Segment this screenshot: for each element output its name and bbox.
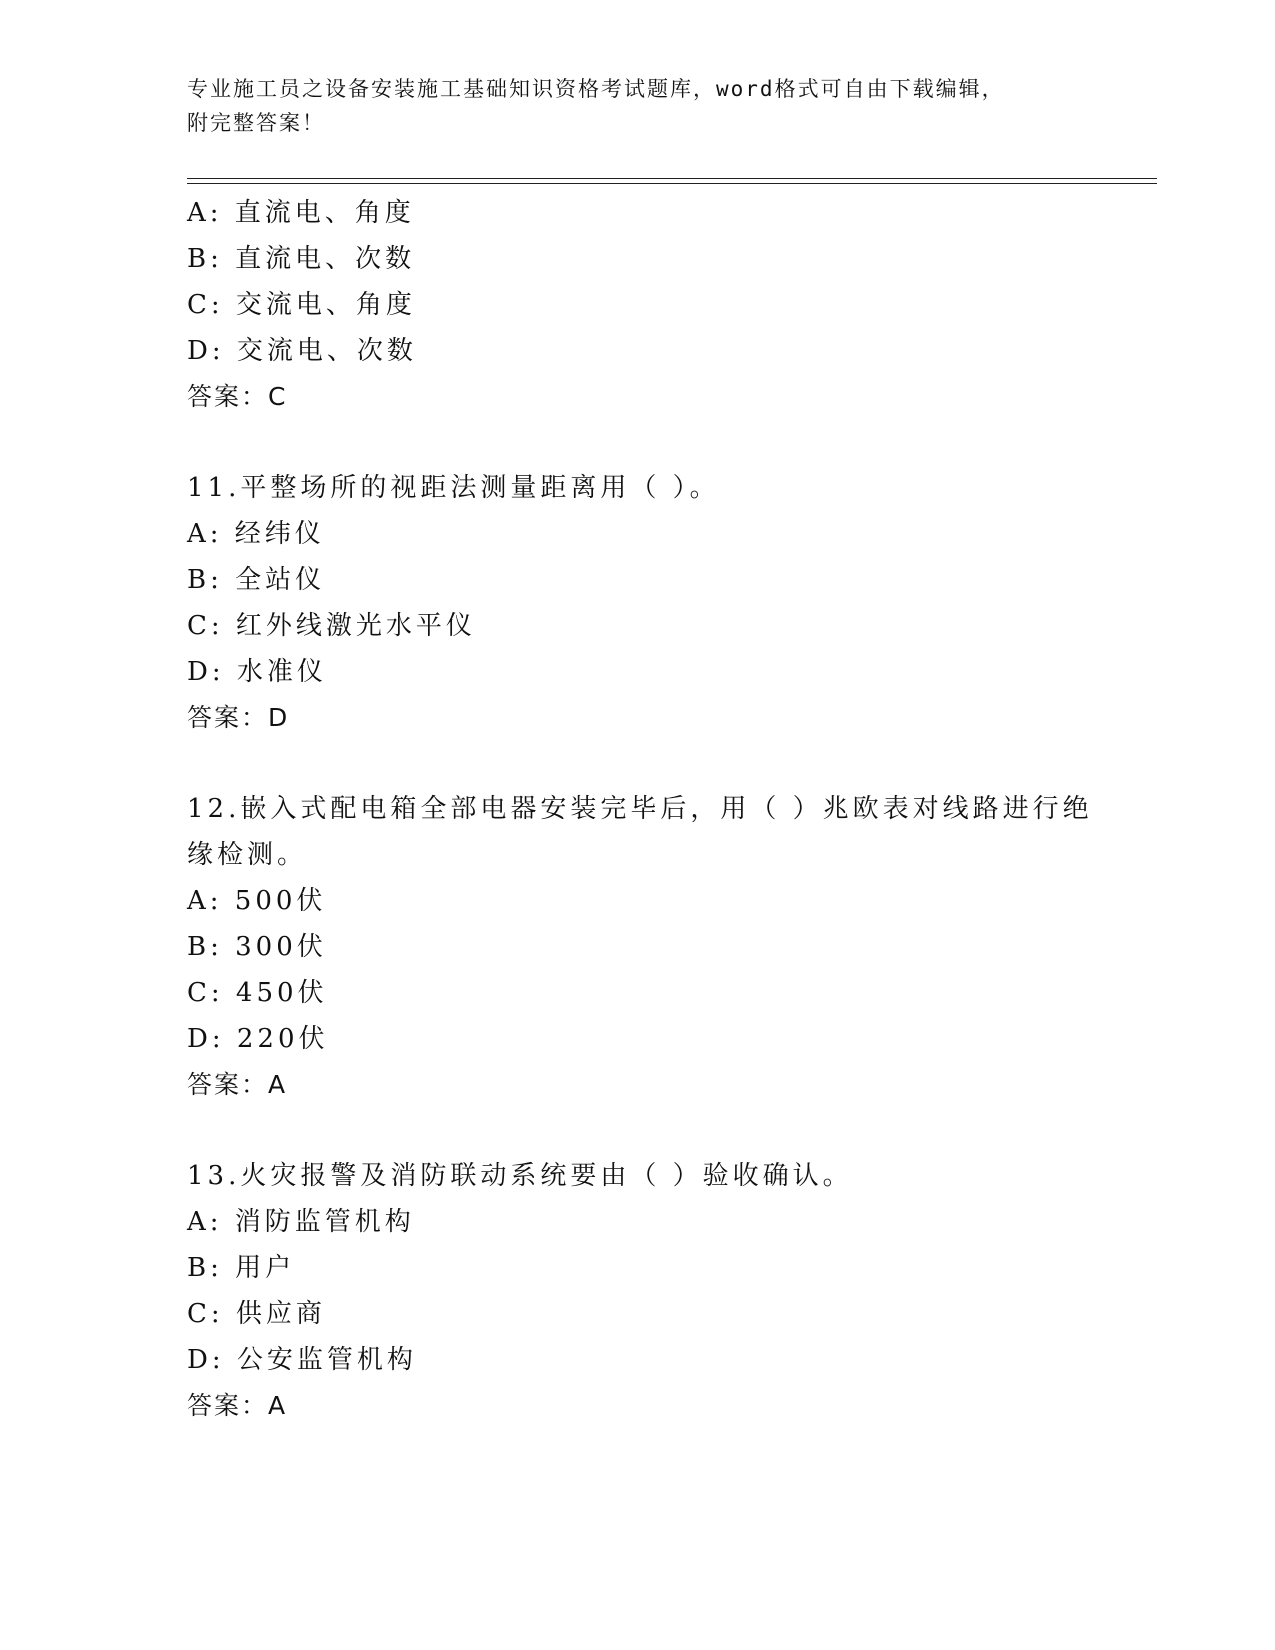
option-b: B: 直流电、次数 [187, 244, 416, 274]
question-text: 13.火灾报警及消防联动系统要由（ ）验收确认。 [187, 1161, 853, 1191]
question-text: 11.平整场所的视距法测量距离用（ ）。 [187, 473, 720, 503]
option-c: C: 供应商 [187, 1299, 326, 1329]
option-d: D: 220伏 [187, 1024, 329, 1054]
question-13 [187, 1153, 1087, 1429]
option-d: D: 水准仪 [187, 657, 327, 687]
answer: 答案：C [187, 382, 288, 411]
question-12 [187, 786, 1093, 1108]
option-a: A: 500伏 [187, 886, 327, 916]
header-line-1: 专业施工员之设备安装施工基础知识资格考试题库，word格式可自由下载编辑， [187, 77, 1005, 101]
option-d: D: 公安监管机构 [187, 1345, 417, 1375]
question-10 [187, 190, 1087, 420]
answer: 答案：D [187, 703, 290, 732]
option-c: C: 交流电、角度 [187, 290, 416, 320]
answer: 答案：A [187, 1070, 288, 1099]
answer: 答案：A [187, 1391, 288, 1420]
header-divider-top [187, 178, 1157, 179]
option-a: A: 消防监管机构 [187, 1207, 415, 1237]
question-text-line-1: 12.嵌入式配电箱全部电器安装完毕后，用（ ）兆欧表对线路进行绝 [187, 794, 1093, 824]
option-b: B: 全站仪 [187, 565, 326, 595]
header-divider-bottom [187, 183, 1157, 184]
option-a: A: 直流电、角度 [187, 198, 415, 228]
option-a: A: 经纬仪 [187, 519, 325, 549]
question-text-line-2: 缘检测。 [187, 840, 308, 870]
question-11 [187, 465, 1087, 741]
question-list [187, 190, 1093, 1429]
option-d: D: 交流电、次数 [187, 336, 417, 366]
spacer [187, 1108, 1087, 1153]
header-line-2: 附完整答案！ [187, 111, 325, 135]
spacer [187, 741, 1087, 786]
spacer [187, 420, 1087, 465]
option-b: B: 用户 [187, 1253, 296, 1283]
option-b: B: 300伏 [187, 932, 327, 962]
document-header [187, 72, 1087, 140]
option-c: C: 450伏 [187, 978, 328, 1008]
option-c: C: 红外线激光水平仪 [187, 611, 476, 641]
